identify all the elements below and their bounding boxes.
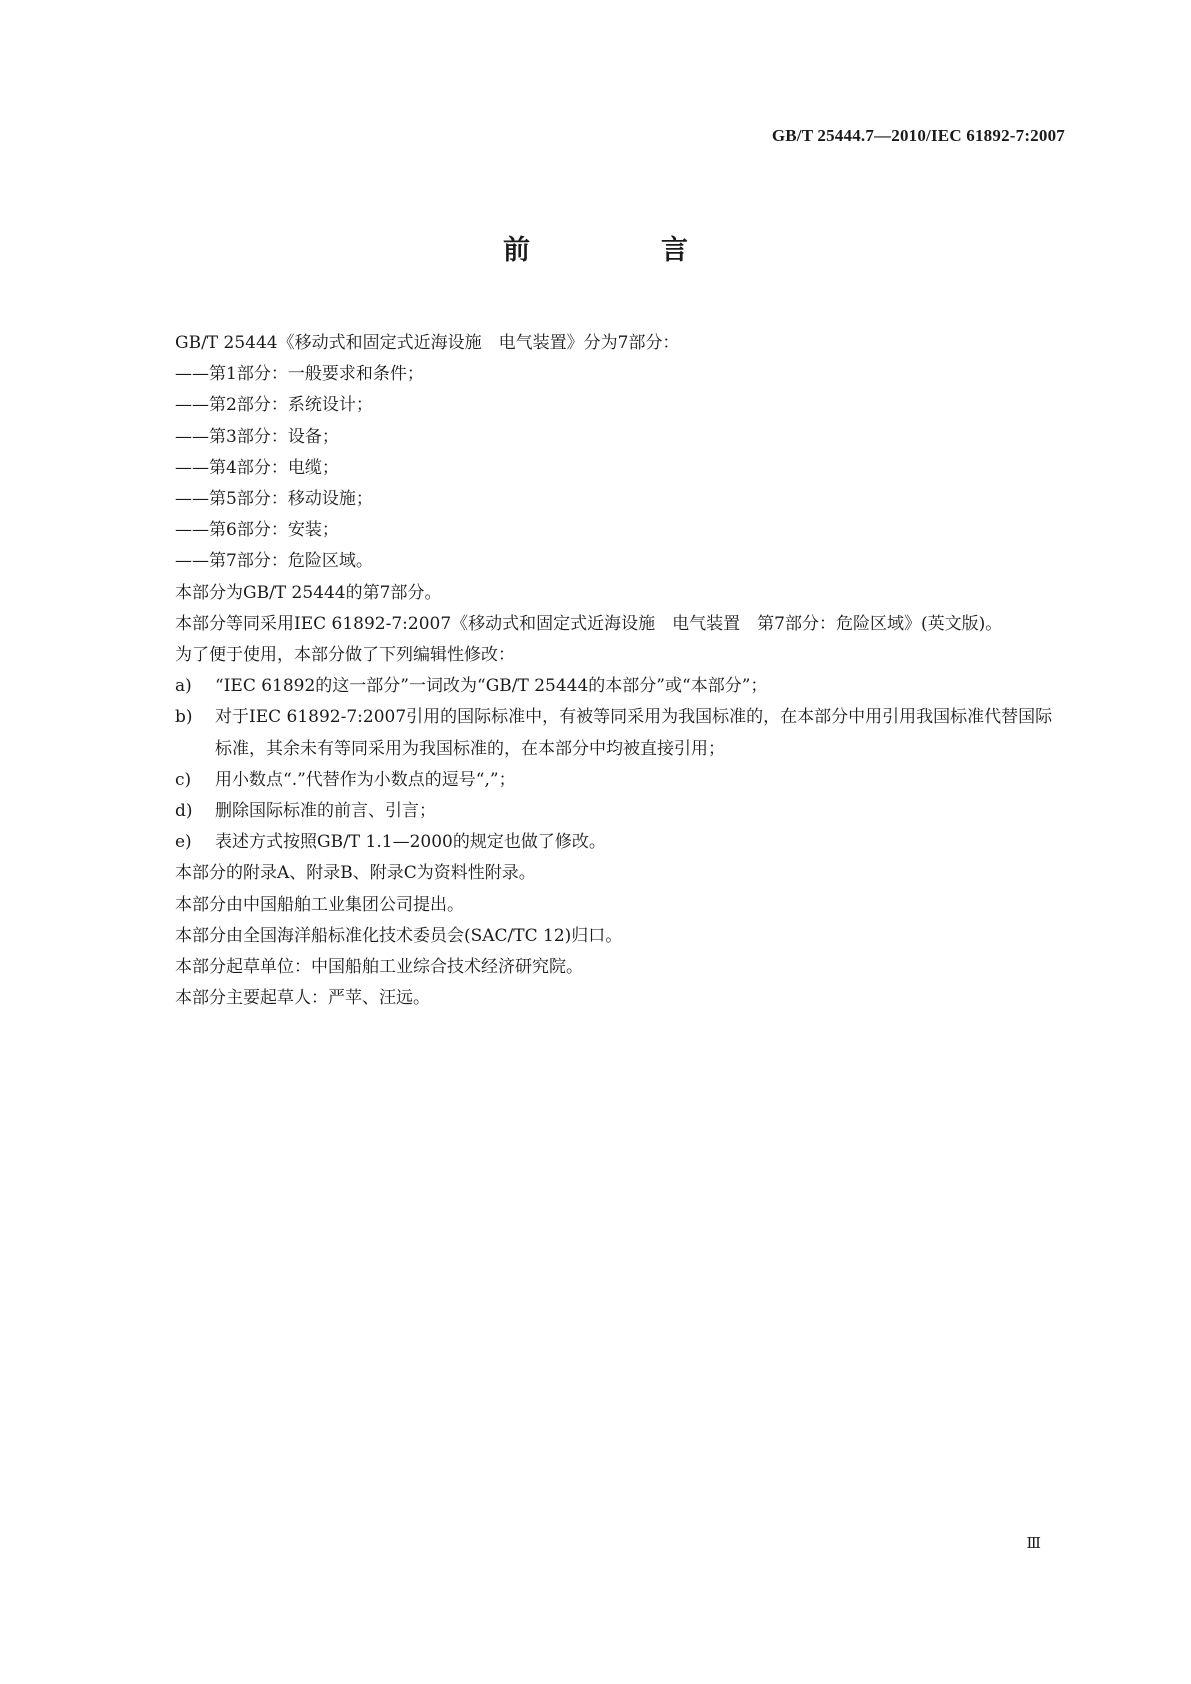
proposer-paragraph: 本部分由中国船舶工业集团公司提出。 <box>175 894 464 915</box>
edit-list-text: 删除国际标准的前言、引言； <box>215 801 436 822</box>
edit-list-item <box>133 827 1058 858</box>
drafting-unit-paragraph: 本部分起草单位：中国船舶工业综合技术经济研究院。 <box>175 957 583 978</box>
part-list-item: ——第5部分：移动设施； <box>175 489 373 510</box>
edit-list-marker: b) <box>175 707 193 728</box>
committee-paragraph: 本部分由全国海洋船标准化技术委员会(SAC/TC 12)归口。 <box>175 925 623 946</box>
edit-list-text: 用小数点“.”代替作为小数点的逗号“,”； <box>215 769 516 790</box>
part-list-item: ——第1部分：一般要求和条件； <box>175 364 424 385</box>
part-of-paragraph: 本部分为GB/T 25444的第7部分。 <box>175 582 442 603</box>
edit-list-marker: a) <box>175 676 192 697</box>
part-list-item: ——第7部分：危险区域。 <box>175 551 373 572</box>
edit-list-marker: c) <box>175 769 192 790</box>
part-list-item: ——第3部分：设备； <box>175 426 339 447</box>
foreword-body <box>133 328 1058 1014</box>
edit-list-text: 表述方式按照GB/T 1.1—2000的规定也做了修改。 <box>215 832 606 853</box>
adoption-paragraph: 本部分等同采用IEC 61892-7:2007《移动式和固定式近海设施 电气装置 第7部分：危险区域》(英文版)。 <box>175 613 1003 634</box>
edit-list-item <box>133 796 1058 827</box>
part-list-item: ——第2部分：系统设计； <box>175 395 373 416</box>
standard-code-header: GB/T 25444.7—2010/IEC 61892-7:2007 <box>771 126 1065 145</box>
edit-list-marker: d) <box>175 801 193 822</box>
edit-list-item <box>133 702 1058 764</box>
edit-list-text: 对于IEC 61892-7:2007引用的国际标准中，有被等同采用为我国标准的，在本部分中用引用我国标准代替国际标准，其余未有等同采用为我国标准的，在本部分中均被直接引用； <box>215 707 1053 759</box>
drafters-paragraph: 本部分主要起草人：严苹、汪远。 <box>175 988 430 1009</box>
edit-list-item <box>133 765 1058 796</box>
edit-list-marker: e) <box>175 832 192 853</box>
part-list-item: ——第4部分：电缆； <box>175 457 339 478</box>
page-title: 前 言 <box>503 235 740 266</box>
intro-paragraph: GB/T 25444《移动式和固定式近海设施 电气装置》分为7部分： <box>175 333 680 353</box>
edit-list-text: “IEC 61892的这一部分”一词改为“GB/T 25444的本部分”或“本部分”； <box>215 676 768 697</box>
page-number: Ⅲ <box>1026 1536 1041 1552</box>
part-list-item: ——第6部分：安装； <box>175 520 339 541</box>
edit-list-item <box>133 671 1058 702</box>
annex-paragraph: 本部分的附录A、附录B、附录C为资料性附录。 <box>175 863 536 884</box>
edits-intro-paragraph: 为了便于使用，本部分做了下列编辑性修改： <box>175 645 515 666</box>
